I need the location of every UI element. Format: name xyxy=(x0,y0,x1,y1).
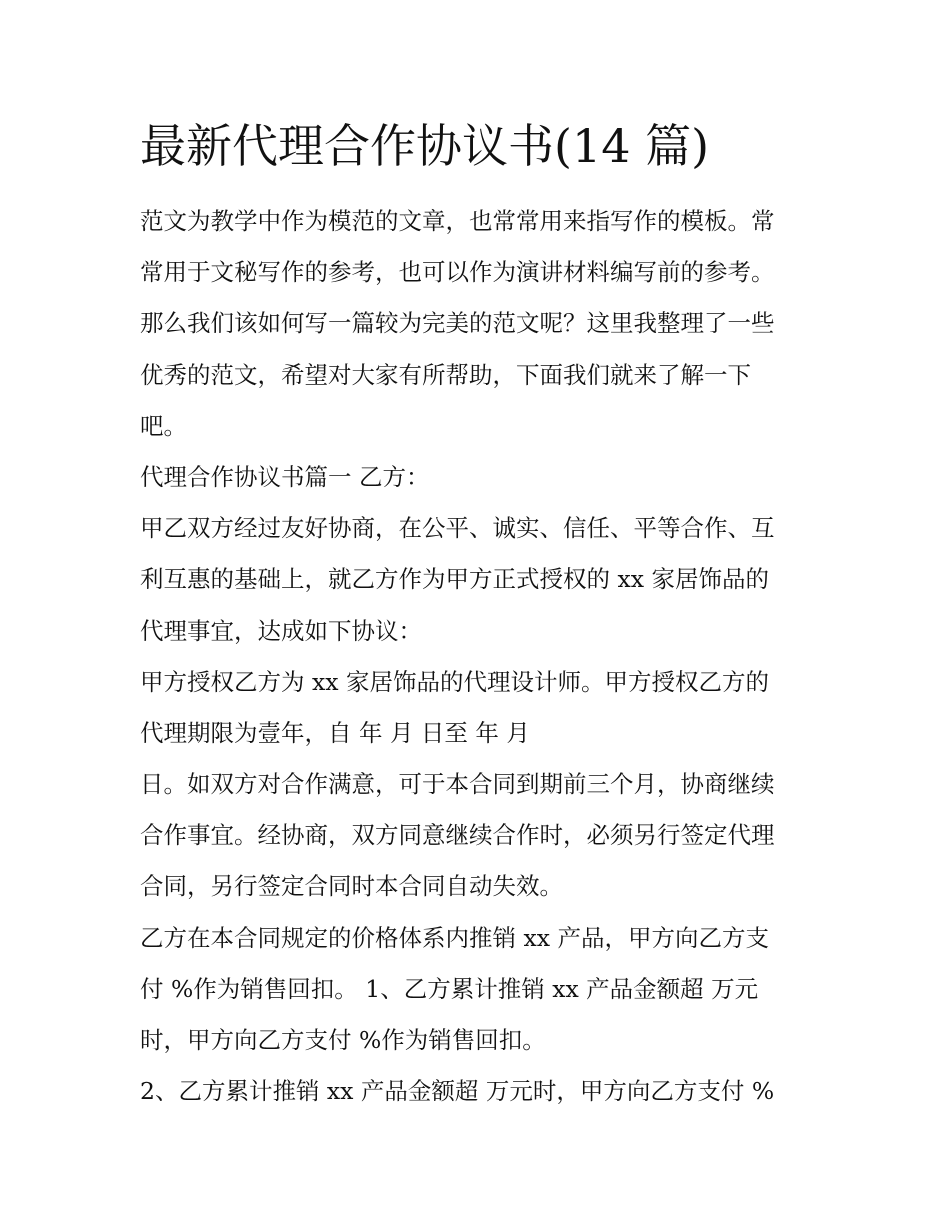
body-line: 代理事宜，达成如下协议： xyxy=(140,616,422,645)
body-line: 合作事宜。经协商，双方同意继续合作时，必须另行签定代理 xyxy=(140,821,775,850)
body-line: 利互惠的基础上，就乙方作为甲方正式授权的 xx 家居饰品的 xyxy=(140,565,769,594)
body-line: 那么我们该如何写一篇较为完美的范文呢？这里我整理了一些 xyxy=(140,309,775,338)
body-line: 代理期限为壹年，自 年 月 日至 年 月 xyxy=(140,718,530,747)
body-line: 合同，另行签定合同时本合同自动失效。 xyxy=(140,872,563,901)
document-body xyxy=(140,196,830,1117)
body-line: 2、乙方累计推销 xx 产品金额超 万元时，甲方向乙方支付 % xyxy=(140,1077,775,1106)
section-heading-line: 代理合作协议书篇一 乙方： xyxy=(140,462,430,491)
body-line: 甲乙双方经过友好协商，在公平、诚实、信任、平等合作、互 xyxy=(140,514,775,543)
body-line: 吧。 xyxy=(140,411,187,440)
body-line: 时，甲方向乙方支付 %作为销售回扣。 xyxy=(140,1026,546,1054)
body-line: 甲方授权乙方为 xx 家居饰品的代理设计师。甲方授权乙方的 xyxy=(140,667,769,696)
body-line: 付 %作为销售回扣。 1、乙方累计推销 xx 产品金额超 万元 xyxy=(140,974,759,1003)
document-title: 最新代理合作协议书(14 篇) xyxy=(140,119,710,173)
body-line: 日。如双方对合作满意，可于本合同到期前三个月，协商继续 xyxy=(140,770,775,799)
body-line: 范文为教学中作为模范的文章，也常常用来指写作的模板。常 xyxy=(140,207,775,235)
body-line: 优秀的范文，希望对大家有所帮助，下面我们就来了解一下 xyxy=(140,360,751,389)
body-line: 乙方在本合同规定的价格体系内推销 xx 产品，甲方向乙方支 xyxy=(140,923,769,952)
body-line: 常用于文秘写作的参考，也可以作为演讲材料编写前的参考。 xyxy=(140,258,775,287)
